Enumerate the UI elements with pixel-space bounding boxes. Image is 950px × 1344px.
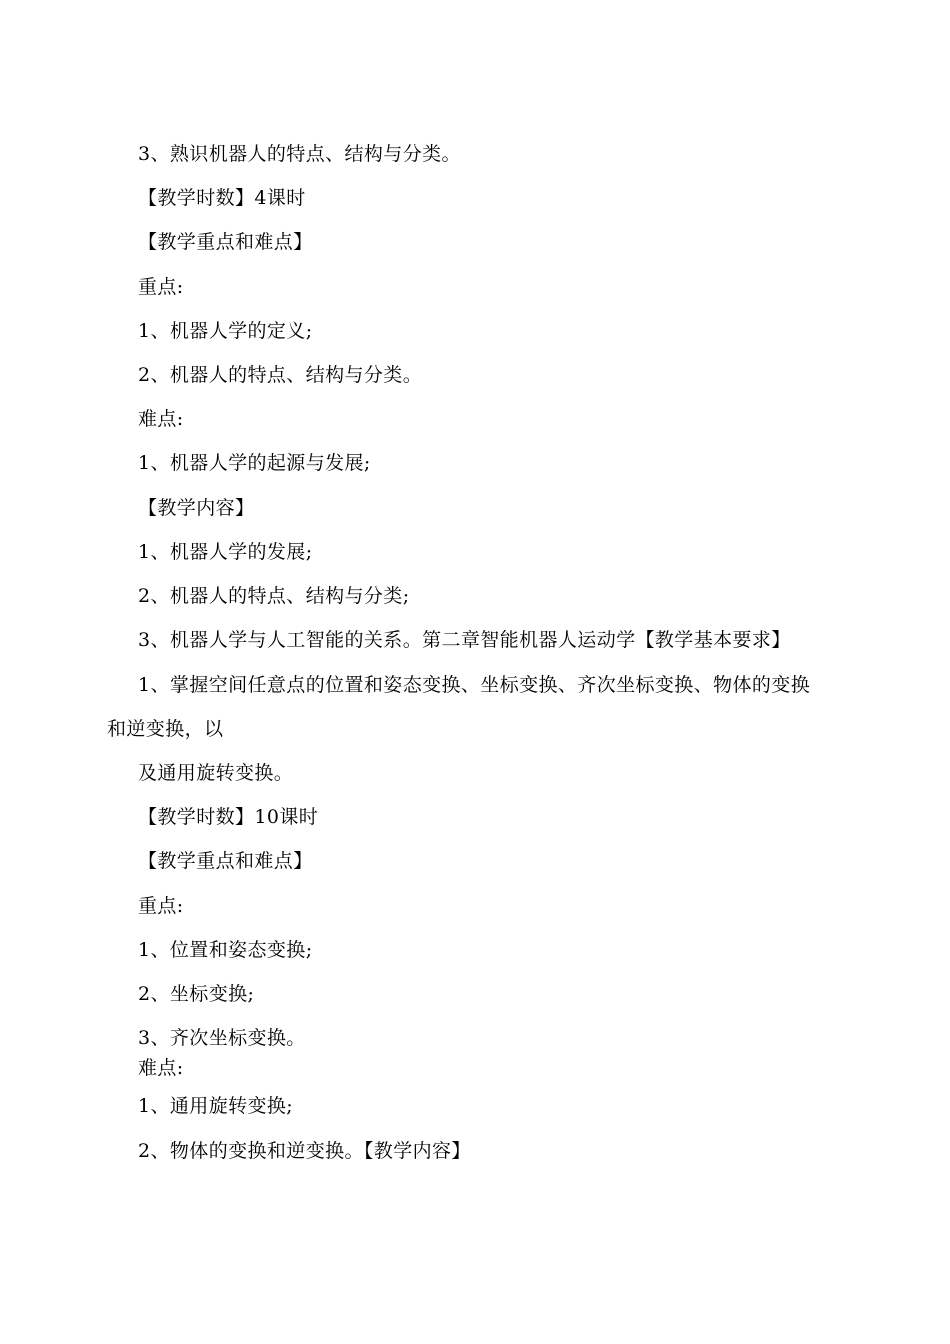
text-line: 【教学时数】10课时: [138, 806, 319, 828]
text-line: 【教学重点和难点】: [138, 850, 313, 872]
text-line: 及通用旋转变换。: [138, 762, 294, 784]
text-line: 【教学内容】: [138, 497, 255, 519]
text-line: 1、掌握空间任意点的位置和姿态变换、坐标变换、齐次坐标变换、物体的变换: [138, 674, 811, 696]
text-line: 【教学时数】4课时: [138, 187, 306, 209]
text-line: 2、机器人的特点、结构与分类;: [138, 585, 410, 607]
text-line: 重点:: [138, 276, 184, 298]
text-line: 1、通用旋转变换;: [138, 1095, 294, 1117]
text-line: 3、熟识机器人的特点、结构与分类。: [138, 143, 461, 165]
text-line: 重点:: [138, 895, 184, 917]
text-line: 2、坐标变换;: [138, 983, 255, 1005]
text-line: 3、齐次坐标变换。: [138, 1027, 306, 1049]
text-line: 难点:: [138, 408, 184, 430]
text-line: 2、机器人的特点、结构与分类。: [138, 364, 423, 386]
text-line: 1、机器人学的发展;: [138, 541, 313, 563]
text-line: 难点:: [138, 1057, 184, 1079]
text-line: 和逆变换，以: [107, 718, 224, 740]
text-line: 2、物体的变换和逆变换。【教学内容】: [138, 1140, 471, 1162]
text-line: 1、位置和姿态变换;: [138, 939, 313, 961]
text-line: 1、机器人学的起源与发展;: [138, 452, 371, 474]
text-line: 【教学重点和难点】: [138, 231, 313, 253]
text-line: 1、机器人学的定义;: [138, 320, 313, 342]
text-line: 3、机器人学与人工智能的关系。第二章智能机器人运动学【教学基本要求】: [138, 629, 791, 651]
